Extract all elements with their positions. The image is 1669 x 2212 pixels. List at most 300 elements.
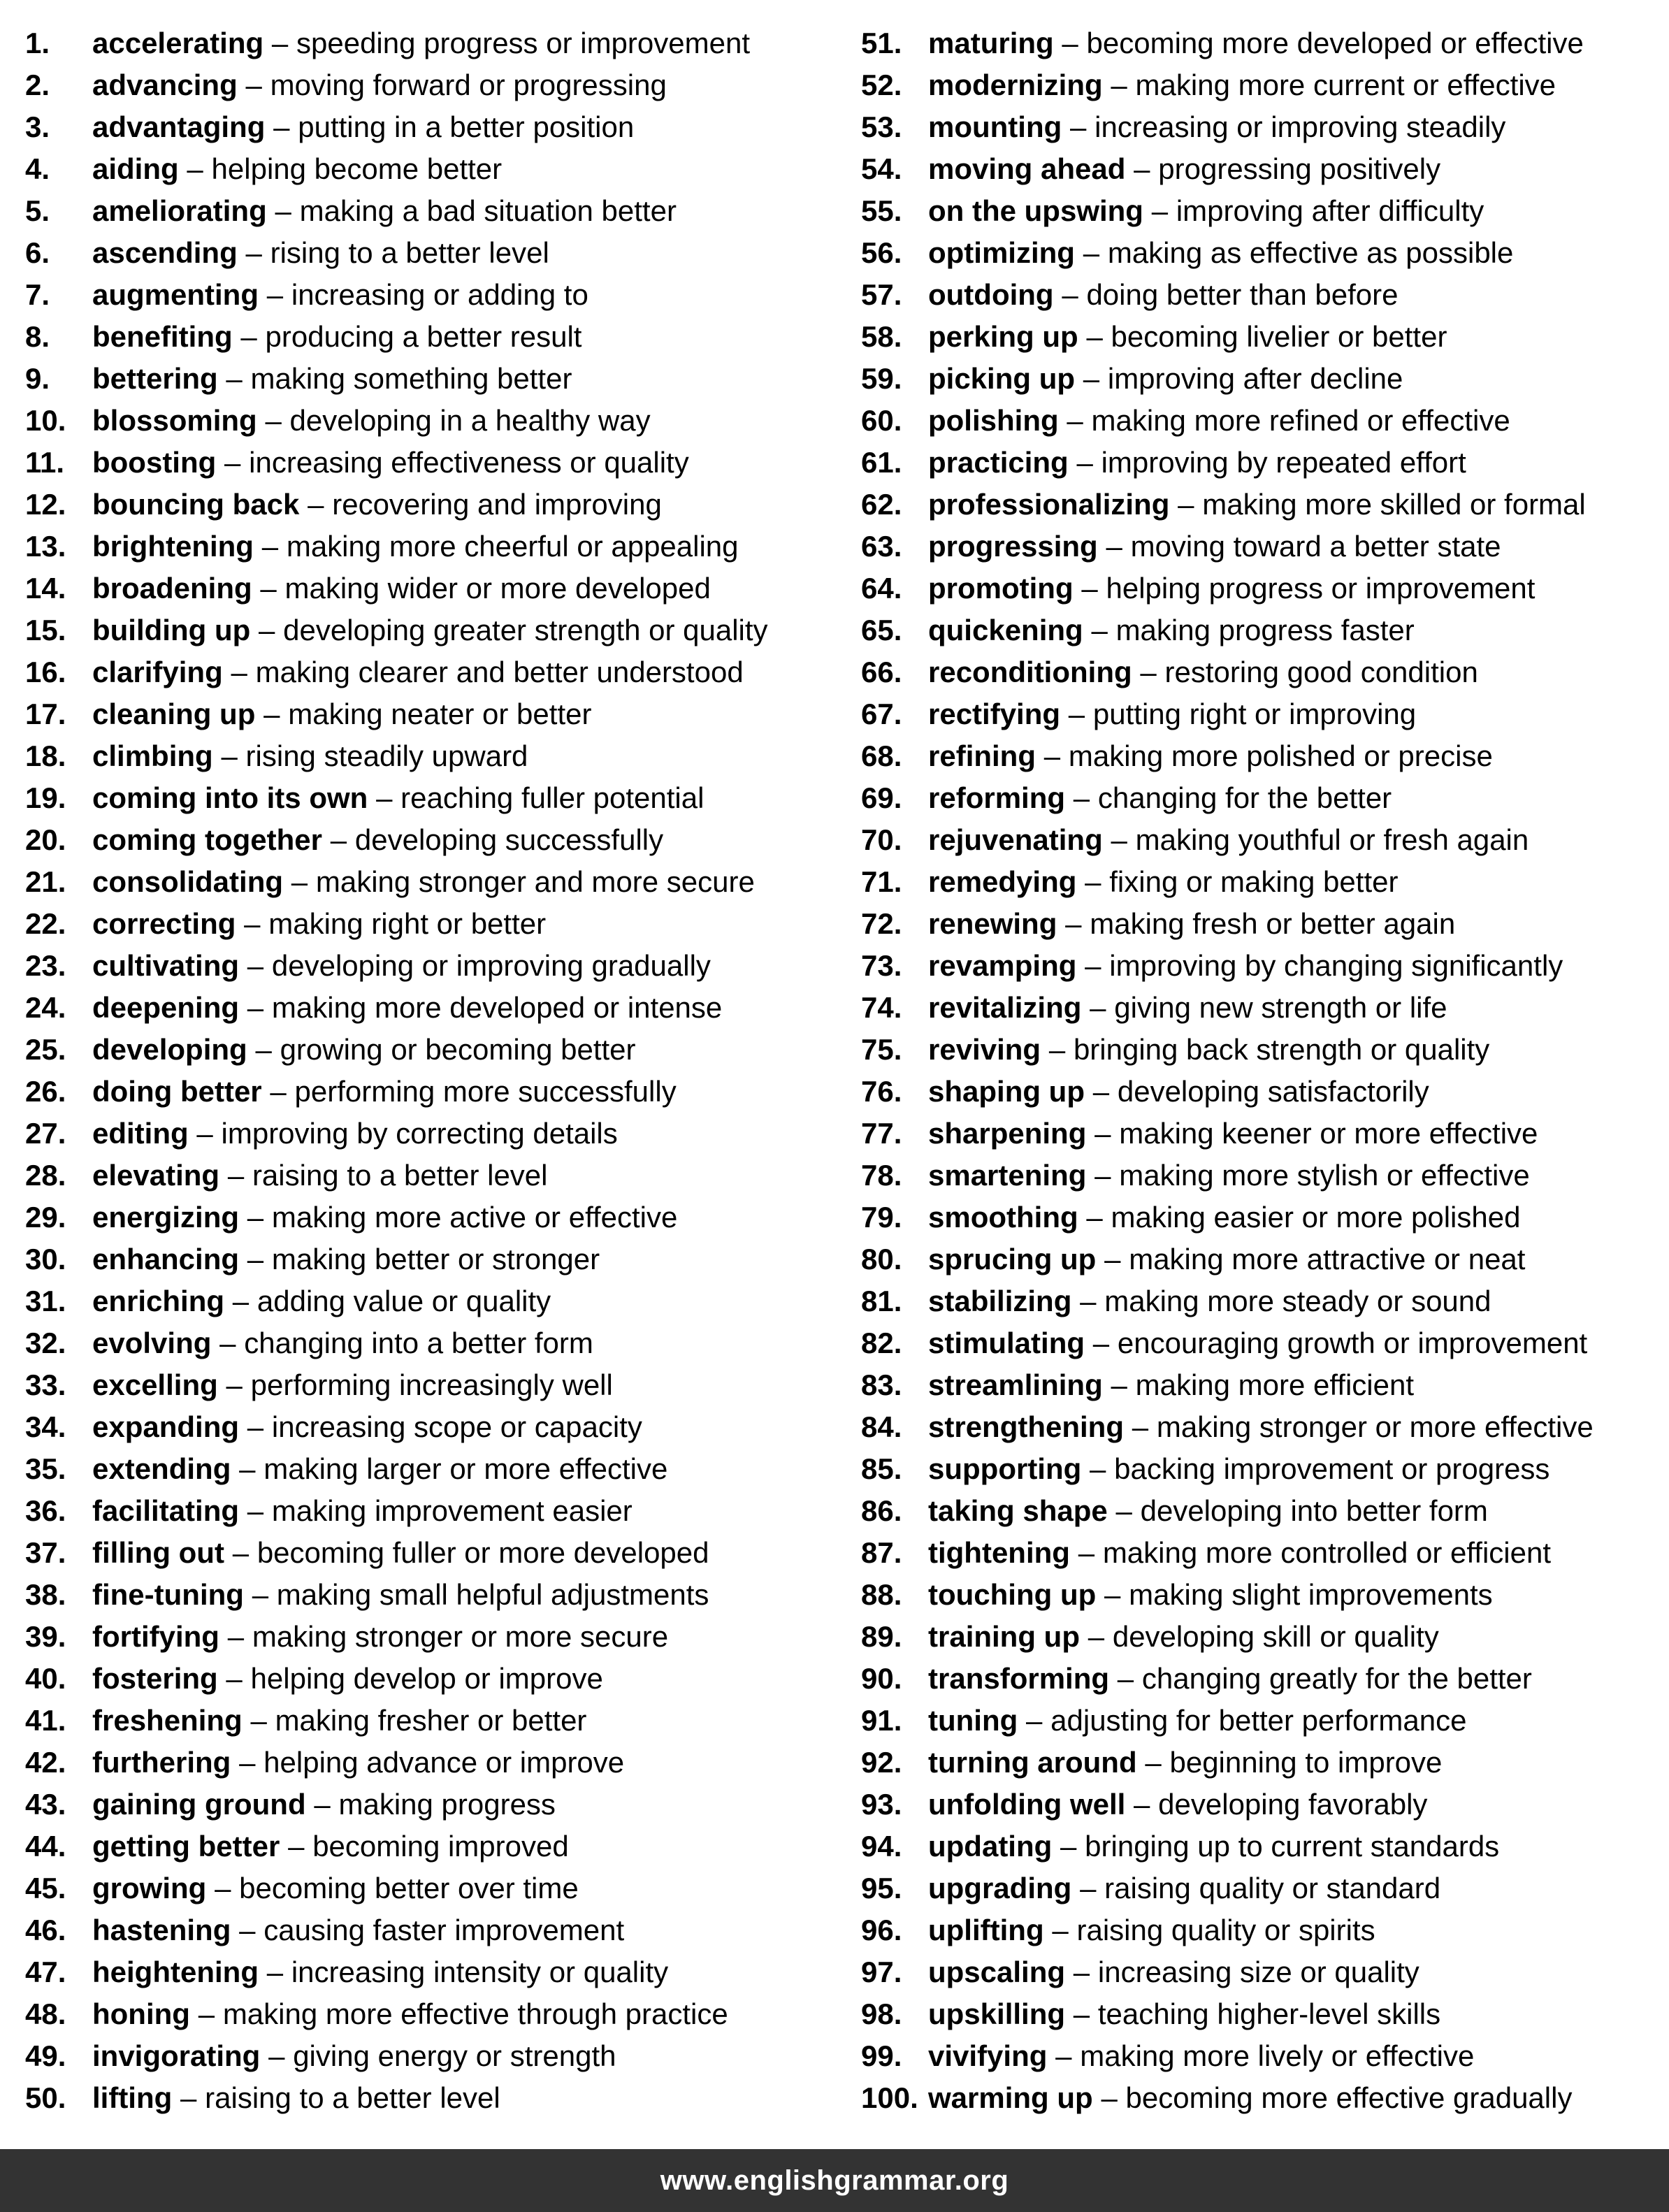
item-definition: increasing effectiveness or quality <box>249 446 689 479</box>
list-item <box>861 1826 1665 1867</box>
item-number: 87. <box>861 1536 902 1569</box>
item-text <box>92 1490 633 1532</box>
item-word: augmenting <box>92 278 259 311</box>
item-separator: – <box>260 572 277 605</box>
item-definition: making more active or effective <box>271 1201 678 1234</box>
list-item <box>861 1616 1665 1658</box>
item-word: advantaging <box>92 110 266 143</box>
item-text <box>92 484 662 526</box>
item-definition: adjusting for better performance <box>1050 1704 1467 1737</box>
item-number: 22. <box>25 907 66 940</box>
list-item <box>25 2035 843 2077</box>
list-item <box>25 64 843 106</box>
item-number: 98. <box>861 1997 902 2030</box>
item-number: 4. <box>25 152 50 185</box>
list-item <box>861 1490 1665 1532</box>
item-number: 66. <box>861 656 902 688</box>
item-separator: – <box>196 1117 213 1150</box>
list-item <box>25 358 843 400</box>
item-text <box>92 1658 603 1700</box>
list-item <box>861 819 1665 861</box>
list-item <box>25 1993 843 2035</box>
item-text <box>92 945 711 987</box>
item-definition: making keener or more effective <box>1119 1117 1538 1150</box>
list-item <box>861 735 1665 777</box>
list-item <box>25 903 843 945</box>
item-text <box>928 316 1447 358</box>
item-definition: becoming better over time <box>239 1872 579 1904</box>
item-separator: – <box>1080 1872 1097 1904</box>
item-word: coming into its own <box>92 781 368 814</box>
item-number: 34. <box>25 1410 66 1443</box>
item-word: strengthening <box>928 1410 1124 1443</box>
item-text <box>92 232 549 274</box>
item-definition: increasing size or quality <box>1097 1956 1419 1988</box>
item-number: 64. <box>861 572 902 605</box>
item-text <box>92 819 663 861</box>
item-definition: encouraging growth or improvement <box>1117 1327 1588 1359</box>
item-number: 73. <box>861 949 902 982</box>
list-item <box>861 274 1665 316</box>
item-separator: – <box>265 404 282 437</box>
item-definition: making more developed or intense <box>271 991 723 1024</box>
item-separator: – <box>1151 194 1169 227</box>
item-word: smoothing <box>928 1201 1078 1234</box>
item-definition: improving by changing significantly <box>1109 949 1563 982</box>
item-word: lifting <box>92 2081 173 2114</box>
item-word: warming up <box>928 2081 1093 2114</box>
item-separator: – <box>1094 1159 1111 1192</box>
item-word: moving ahead <box>928 152 1126 185</box>
item-text <box>92 1322 593 1364</box>
item-word: filling out <box>92 1536 224 1569</box>
item-number: 47. <box>25 1956 66 1988</box>
list-item <box>25 1280 843 1322</box>
list-item <box>861 1951 1665 1993</box>
item-text <box>92 735 528 777</box>
list-item <box>25 1742 843 1784</box>
item-text <box>928 1826 1499 1867</box>
item-text <box>928 526 1501 568</box>
item-text <box>928 1490 1488 1532</box>
item-word: heightening <box>92 1956 259 1988</box>
item-separator: – <box>1178 488 1194 521</box>
item-definition: making clearer and better understood <box>255 656 744 688</box>
item-text <box>928 1532 1551 1574</box>
item-definition: making as effective as possible <box>1107 236 1514 269</box>
item-number: 94. <box>861 1830 902 1863</box>
item-number: 29. <box>25 1201 66 1234</box>
item-text <box>928 1071 1429 1113</box>
item-definition: improving after decline <box>1107 362 1403 395</box>
item-number: 55. <box>861 194 902 227</box>
list-item <box>25 442 843 484</box>
list-item <box>861 651 1665 693</box>
item-number: 44. <box>25 1830 66 1863</box>
item-word: refining <box>928 739 1036 772</box>
item-number: 75. <box>861 1033 902 1066</box>
footer-website[interactable]: www.englishgrammar.org <box>660 2164 1009 2196</box>
list-item <box>861 1909 1665 1951</box>
list-item <box>25 1029 843 1071</box>
item-number: 28. <box>25 1159 66 1192</box>
item-number: 15. <box>25 614 66 646</box>
item-number: 61. <box>861 446 902 479</box>
item-definition: performing increasingly well <box>250 1368 613 1401</box>
item-text <box>92 274 588 316</box>
item-separator: – <box>1083 362 1100 395</box>
item-word: vivifying <box>928 2039 1048 2072</box>
item-word: taking shape <box>928 1494 1108 1527</box>
list-item <box>861 1071 1665 1113</box>
item-word: brightening <box>92 530 254 563</box>
item-number: 21. <box>25 865 66 898</box>
item-word: supporting <box>928 1452 1082 1485</box>
list-item <box>861 1784 1665 1826</box>
item-definition: making stronger and more secure <box>315 865 755 898</box>
item-definition: restoring good condition <box>1164 656 1478 688</box>
list-item <box>861 1364 1665 1406</box>
item-text <box>928 1155 1530 1197</box>
item-number: 90. <box>861 1662 902 1695</box>
list-item <box>861 945 1665 987</box>
item-number: 33. <box>25 1368 66 1401</box>
item-definition: improving after difficulty <box>1176 194 1484 227</box>
item-word: perking up <box>928 320 1078 353</box>
item-separator: – <box>245 236 262 269</box>
item-number: 18. <box>25 739 66 772</box>
list-item <box>25 1406 843 1448</box>
item-definition: speeding progress or improvement <box>296 27 750 59</box>
item-separator: – <box>239 1746 256 1779</box>
item-text <box>928 945 1563 987</box>
word-list-column-right <box>861 22 1665 2119</box>
item-text <box>928 693 1416 735</box>
item-separator: – <box>1080 1285 1097 1317</box>
list-item <box>25 1490 843 1532</box>
item-text <box>92 358 572 400</box>
item-number: 10. <box>25 404 66 437</box>
item-separator: – <box>1073 1997 1090 2030</box>
item-definition: helping become better <box>211 152 503 185</box>
item-word: energizing <box>92 1201 240 1234</box>
item-separator: – <box>224 446 241 479</box>
list-item <box>25 148 843 190</box>
item-word: upskilling <box>928 1997 1066 2030</box>
list-item <box>861 1993 1665 2035</box>
item-number: 60. <box>861 404 902 437</box>
item-text <box>928 106 1505 148</box>
item-separator: – <box>247 1410 264 1443</box>
item-word: cultivating <box>92 949 240 982</box>
item-separator: – <box>226 362 243 395</box>
item-number: 43. <box>25 1788 66 1821</box>
item-text <box>92 526 739 568</box>
item-text <box>92 2035 616 2077</box>
item-text <box>928 777 1392 819</box>
item-word: updating <box>928 1830 1053 1863</box>
item-word: sharpening <box>928 1117 1087 1150</box>
item-text <box>92 903 546 945</box>
item-word: cleaning up <box>92 697 256 730</box>
list-item <box>861 1700 1665 1742</box>
list-item <box>861 1867 1665 1909</box>
item-number: 99. <box>861 2039 902 2072</box>
item-definition: making more cheerful or appealing <box>286 530 739 563</box>
item-separator: – <box>187 152 203 185</box>
item-separator: – <box>1026 1704 1043 1737</box>
item-text <box>92 1113 618 1155</box>
list-item <box>25 1826 843 1867</box>
item-text <box>92 316 581 358</box>
item-separator: – <box>247 991 264 1024</box>
item-separator: – <box>1106 530 1122 563</box>
item-definition: performing more successfully <box>294 1075 677 1108</box>
item-separator: – <box>271 27 289 59</box>
list-item <box>25 232 843 274</box>
item-number: 70. <box>861 823 902 856</box>
item-text <box>928 1029 1489 1071</box>
list-item <box>861 148 1665 190</box>
item-separator: – <box>1091 614 1108 646</box>
item-text <box>92 1700 586 1742</box>
list-item <box>861 693 1665 735</box>
list-item <box>25 274 843 316</box>
list-item <box>861 1280 1665 1322</box>
item-definition: changing for the better <box>1097 781 1392 814</box>
item-number: 92. <box>861 1746 902 1779</box>
item-definition: developing skill or quality <box>1112 1620 1439 1653</box>
item-text <box>928 1322 1587 1364</box>
item-separator: – <box>1055 2039 1072 2072</box>
item-number: 5. <box>25 194 50 227</box>
item-definition: becoming more developed or effective <box>1086 27 1584 59</box>
list-item <box>861 1406 1665 1448</box>
item-number: 84. <box>861 1410 902 1443</box>
item-number: 88. <box>861 1578 902 1611</box>
item-separator: – <box>221 739 238 772</box>
item-definition: putting right or improving <box>1092 697 1417 730</box>
item-definition: making stronger or more effective <box>1156 1410 1594 1443</box>
item-text <box>92 1071 677 1113</box>
item-text <box>92 1742 624 1784</box>
item-separator: – <box>1083 236 1100 269</box>
list-item <box>25 22 843 64</box>
item-number: 39. <box>25 1620 66 1653</box>
item-separator: – <box>1076 446 1093 479</box>
item-definition: backing improvement or progress <box>1114 1452 1550 1485</box>
item-definition: making larger or more effective <box>263 1452 668 1485</box>
item-number: 13. <box>25 530 66 563</box>
item-separator: – <box>263 697 280 730</box>
list-item <box>861 442 1665 484</box>
item-definition: developing satisfactorily <box>1117 1075 1429 1108</box>
item-definition: bringing up to current standards <box>1085 1830 1500 1863</box>
item-word: furthering <box>92 1746 231 1779</box>
item-text <box>92 693 591 735</box>
item-word: boosting <box>92 446 217 479</box>
item-number: 30. <box>25 1243 66 1275</box>
item-separator: – <box>239 1914 256 1946</box>
item-text <box>928 609 1415 651</box>
list-item <box>25 1238 843 1280</box>
item-text <box>928 442 1466 484</box>
list-item <box>25 2077 843 2119</box>
item-word: freshening <box>92 1704 243 1737</box>
item-text <box>92 1574 709 1616</box>
item-definition: making a bad situation better <box>299 194 677 227</box>
item-separator: – <box>232 1536 250 1569</box>
item-definition: increasing intensity or quality <box>291 1956 669 1988</box>
item-text <box>928 819 1529 861</box>
item-text <box>928 861 1398 903</box>
list-item <box>25 1700 843 1742</box>
item-text <box>92 1197 677 1238</box>
item-number: 54. <box>861 152 902 185</box>
list-item <box>25 190 843 232</box>
item-number: 51. <box>861 27 902 59</box>
list-item <box>25 651 843 693</box>
item-text <box>92 1867 579 1909</box>
item-word: evolving <box>92 1327 212 1359</box>
item-text <box>928 2035 1474 2077</box>
item-text <box>928 1574 1493 1616</box>
item-word: editing <box>92 1117 189 1150</box>
item-word: gaining ground <box>92 1788 306 1821</box>
list-item <box>861 1658 1665 1700</box>
item-number: 40. <box>25 1662 66 1695</box>
item-separator: – <box>1086 1201 1103 1234</box>
list-item <box>25 1322 843 1364</box>
item-number: 27. <box>25 1117 66 1150</box>
item-word: reconditioning <box>928 656 1132 688</box>
item-number: 1. <box>25 27 50 59</box>
item-separator: – <box>291 865 308 898</box>
item-number: 2. <box>25 68 50 101</box>
item-separator: – <box>240 320 257 353</box>
item-separator: – <box>288 1830 305 1863</box>
item-word: streamlining <box>928 1368 1103 1401</box>
item-text <box>928 1742 1442 1784</box>
item-word: smartening <box>928 1159 1087 1192</box>
item-number: 38. <box>25 1578 66 1611</box>
item-word: picking up <box>928 362 1075 395</box>
item-separator: – <box>226 1662 243 1695</box>
item-separator: – <box>266 278 284 311</box>
item-number: 59. <box>861 362 902 395</box>
item-definition: adding value or quality <box>257 1285 551 1317</box>
item-number: 32. <box>25 1327 66 1359</box>
item-definition: increasing or improving steadily <box>1094 110 1506 143</box>
list-item <box>25 1909 843 1951</box>
item-separator: – <box>1073 781 1090 814</box>
list-item <box>861 358 1665 400</box>
item-text <box>92 1951 668 1993</box>
list-item <box>861 106 1665 148</box>
item-word: accelerating <box>92 27 264 59</box>
item-definition: becoming livelier or better <box>1111 320 1447 353</box>
item-definition: helping advance or improve <box>263 1746 625 1779</box>
item-word: uplifting <box>928 1914 1044 1946</box>
item-definition: developing in a healthy way <box>289 404 651 437</box>
item-word: turning around <box>928 1746 1137 1779</box>
item-word: rejuvenating <box>928 823 1103 856</box>
list-item <box>25 1867 843 1909</box>
item-text <box>928 1448 1549 1490</box>
item-separator: – <box>330 823 347 856</box>
item-number: 7. <box>25 278 50 311</box>
item-text <box>92 148 502 190</box>
item-number: 52. <box>861 68 902 101</box>
item-separator: – <box>1085 865 1101 898</box>
item-definition: improving by correcting details <box>221 1117 618 1150</box>
item-separator: – <box>219 1327 236 1359</box>
item-text <box>928 1658 1532 1700</box>
item-word: stimulating <box>928 1327 1085 1359</box>
item-number: 20. <box>25 823 66 856</box>
item-number: 19. <box>25 781 66 814</box>
item-separator: – <box>266 1956 284 1988</box>
item-definition: developing favorably <box>1158 1788 1428 1821</box>
item-definition: making slight improvements <box>1129 1578 1493 1611</box>
list-item <box>861 1197 1665 1238</box>
item-text <box>92 1406 642 1448</box>
list-item <box>25 777 843 819</box>
item-number: 9. <box>25 362 50 395</box>
item-definition: putting in a better position <box>298 110 635 143</box>
list-item <box>861 64 1665 106</box>
item-separator: – <box>1052 1914 1069 1946</box>
list-item <box>861 316 1665 358</box>
item-word: revitalizing <box>928 991 1082 1024</box>
item-text <box>92 1155 548 1197</box>
item-number: 23. <box>25 949 66 982</box>
item-word: bouncing back <box>92 488 300 521</box>
item-word: honing <box>92 1997 190 2030</box>
list-item <box>25 106 843 148</box>
item-word: optimizing <box>928 236 1075 269</box>
item-word: clarifying <box>92 656 223 688</box>
item-separator: – <box>1067 404 1083 437</box>
item-separator: – <box>1078 1536 1095 1569</box>
item-word: growing <box>92 1872 207 1904</box>
item-text <box>92 190 677 232</box>
item-definition: bringing back strength or quality <box>1073 1033 1490 1066</box>
item-text <box>928 358 1403 400</box>
item-separator: – <box>1092 1075 1110 1108</box>
item-separator: – <box>314 1788 331 1821</box>
item-number: 57. <box>861 278 902 311</box>
item-separator: – <box>1132 1410 1149 1443</box>
item-word: reviving <box>928 1033 1041 1066</box>
item-text <box>92 1993 728 2035</box>
item-separator: – <box>376 781 393 814</box>
list-item <box>861 1448 1665 1490</box>
item-separator: – <box>1111 823 1127 856</box>
item-word: expanding <box>92 1410 240 1443</box>
list-item <box>861 987 1665 1029</box>
list-item <box>861 2035 1665 2077</box>
list-item <box>861 22 1665 64</box>
list-item <box>25 400 843 442</box>
item-separator: – <box>1111 1368 1127 1401</box>
item-separator: – <box>226 1368 243 1401</box>
list-item <box>861 777 1665 819</box>
item-text <box>928 1280 1491 1322</box>
item-separator: – <box>1092 1327 1110 1359</box>
item-definition: reaching fuller potential <box>400 781 705 814</box>
item-text <box>92 1826 569 1867</box>
